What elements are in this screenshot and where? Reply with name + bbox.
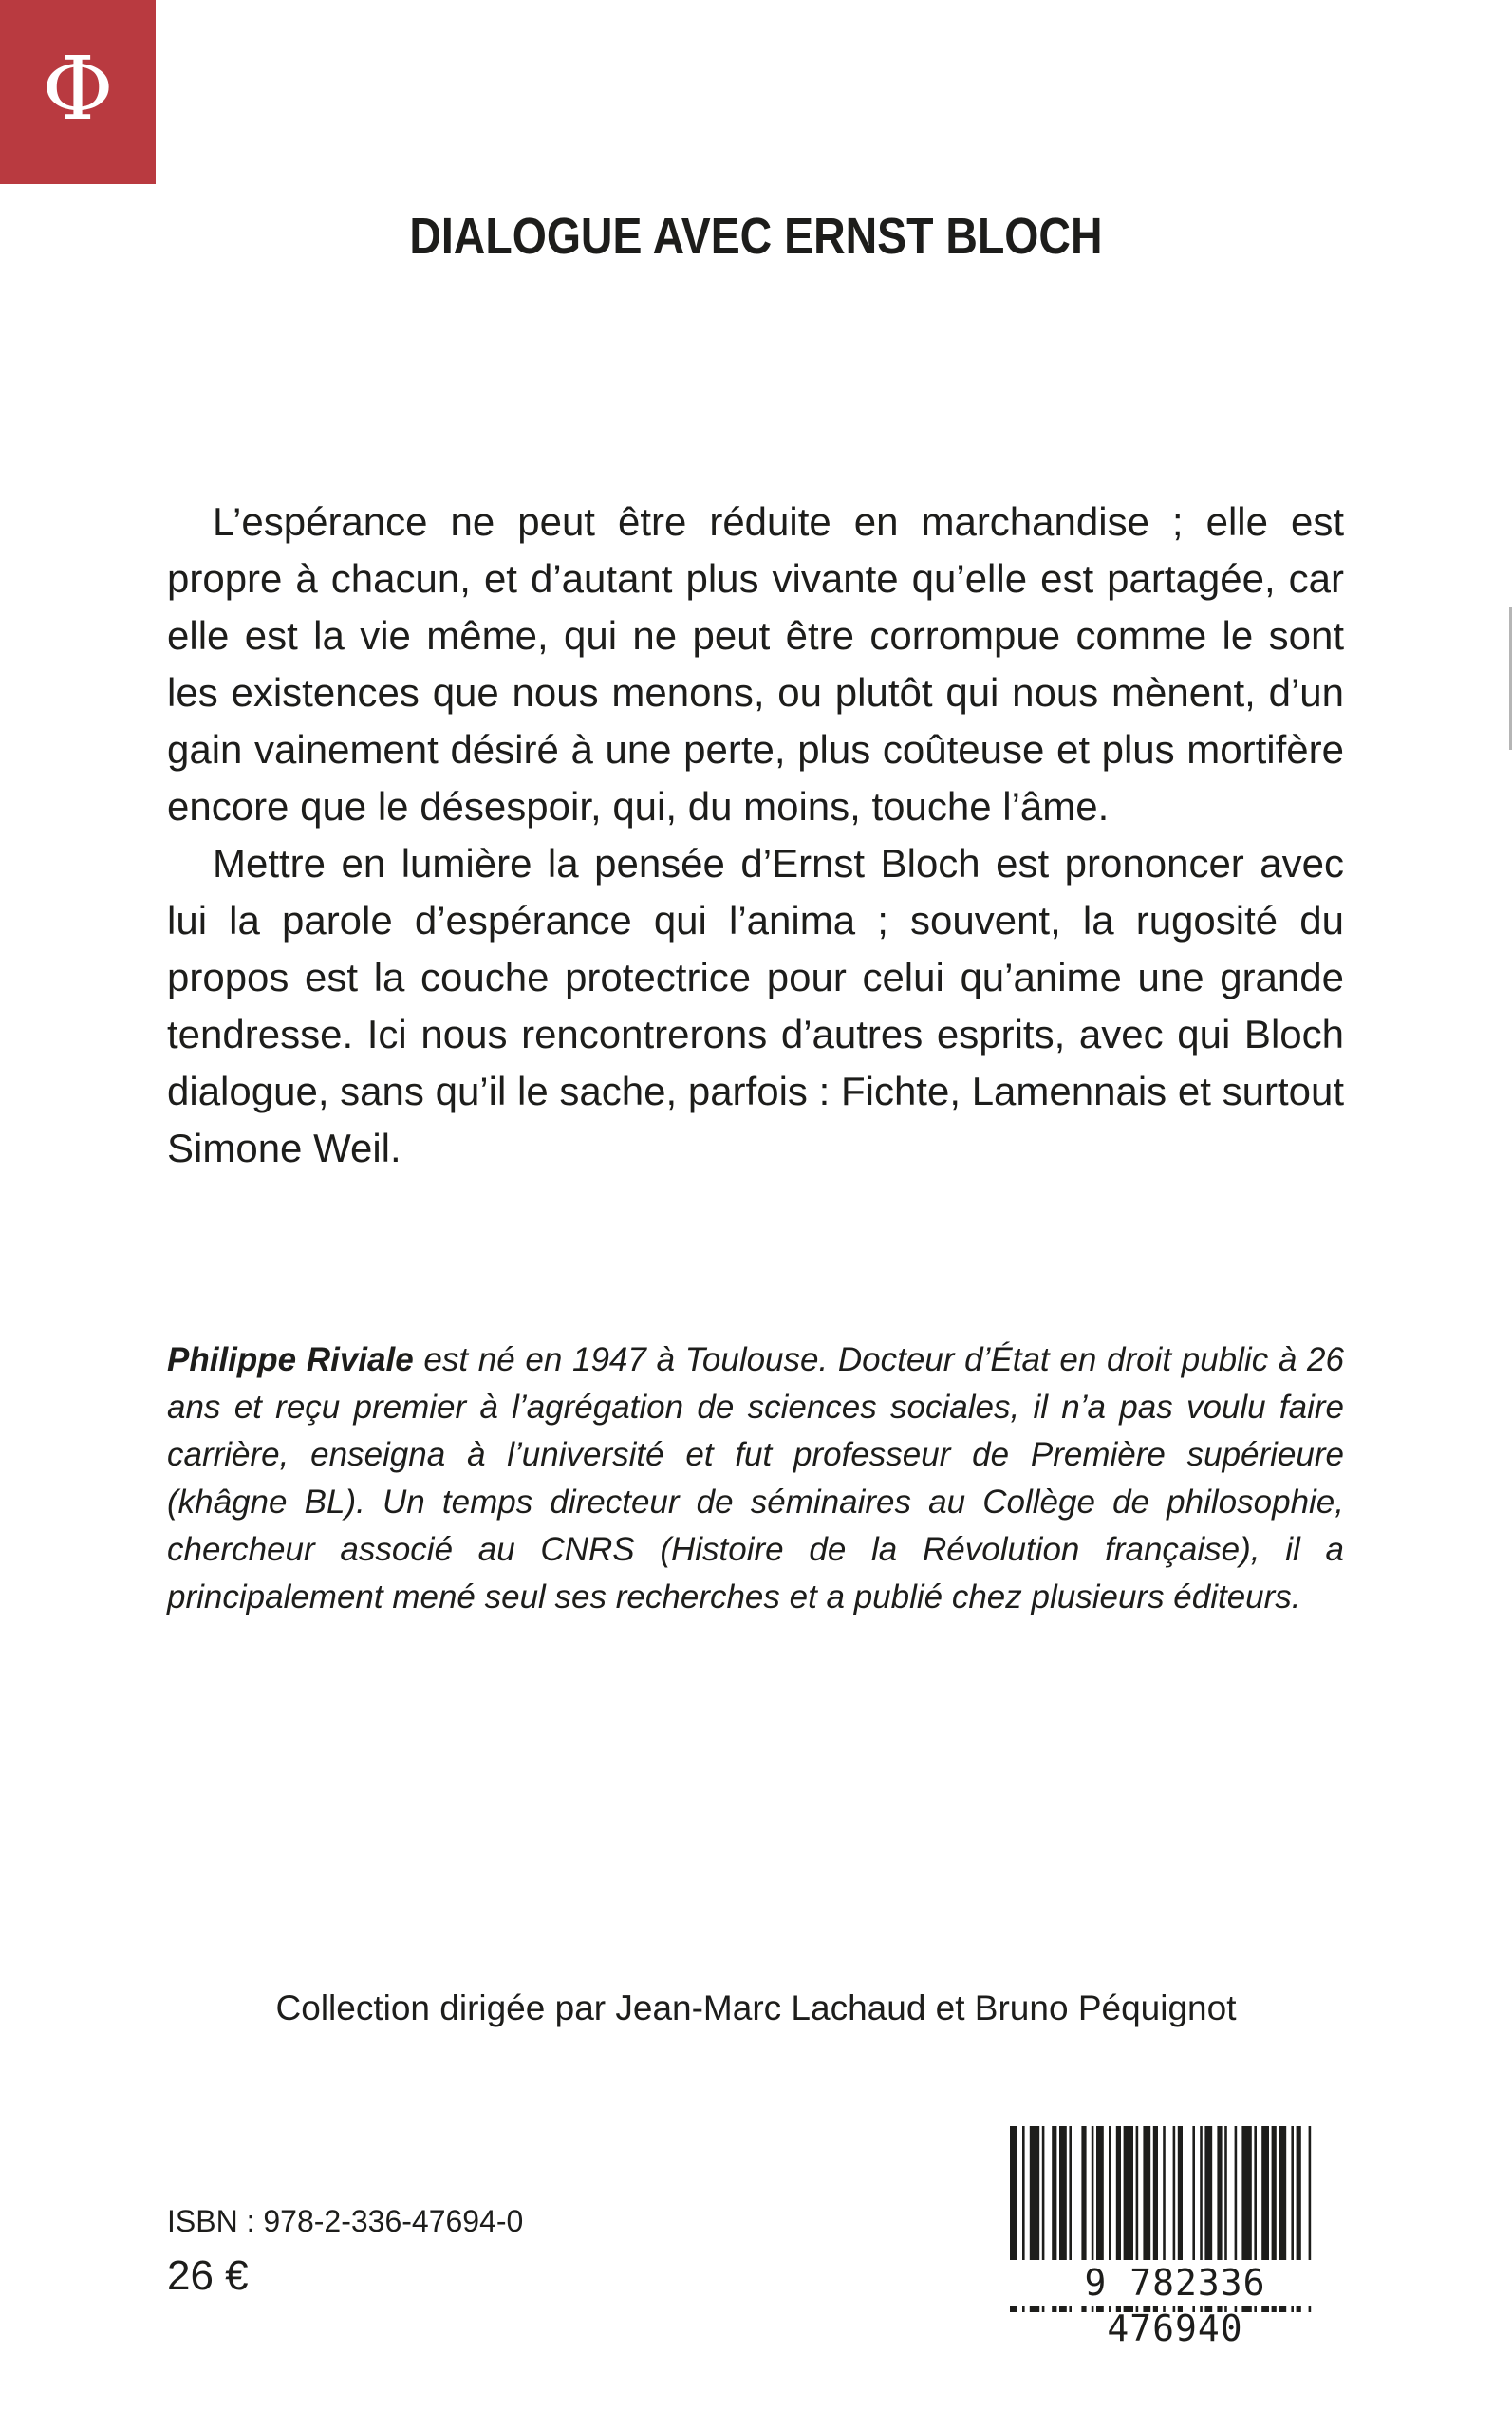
price: 26 € — [167, 2252, 249, 2299]
isbn: ISBN : 978-2-336-47694-0 — [167, 2204, 524, 2238]
publisher-logo — [0, 0, 156, 184]
blurb — [167, 494, 1344, 1177]
author-bio — [167, 1336, 1344, 1621]
blurb-paragraph: Mettre en lumière la pensée d’Ernst Bloch est prononcer avec lui la parole d’espérance qui l’anima ; souvent, la rugosité du propos est la couche protectrice pour celui qu’anime une grande tendresse. Ici nous rencontrerons d’autres esprits, avec qui Bloch dialogue, sans qu’il le sache, parfois : Fichte, Lamennais et surtout Simone Weil. — [167, 841, 1344, 1170]
blurb-paragraph: L’espérance ne peut être réduite en marchandise ; elle est propre à chacun, et d’autant plus vivante qu’elle est partagée, car elle est la vie même, qui ne peut être corrompue comme le sont les existences que nous menons, ou plutôt qui nous mènent, d’un gain vainement désiré à une perte, plus coûteuse et plus mortifère encore que le désespoir, qui, du moins, touche l’âme. — [167, 499, 1344, 829]
author-name: Philippe Riviale — [167, 1341, 414, 1378]
phi-logo-icon: Φ — [42, 38, 114, 140]
book-title: DIALOGUE AVEC ERNST BLOCH — [409, 208, 1103, 265]
barcode-digits: 9 782336 476940 — [1006, 2260, 1344, 2306]
collection-credit: Collection dirigée par Jean-Marc Lachaud et Bruno Péquignot — [275, 1989, 1237, 2027]
author-bio-text: est né en 1947 à Toulouse. Docteur d’État en droit public à 26 ans et reçu premier à l’agrégation de sciences sociales, il n’a pas voulu faire carrière, enseigna à l’université et fut professeur de Première supérieure (khâgne BL). Un temps directeur de séminaires au Collège de philosophie, chercheur associé au CNRS (Histoire de la Révolution française), il a principalement mené seul ses recherches et a publié chez plusieurs éditeurs. — [167, 1341, 1344, 1615]
